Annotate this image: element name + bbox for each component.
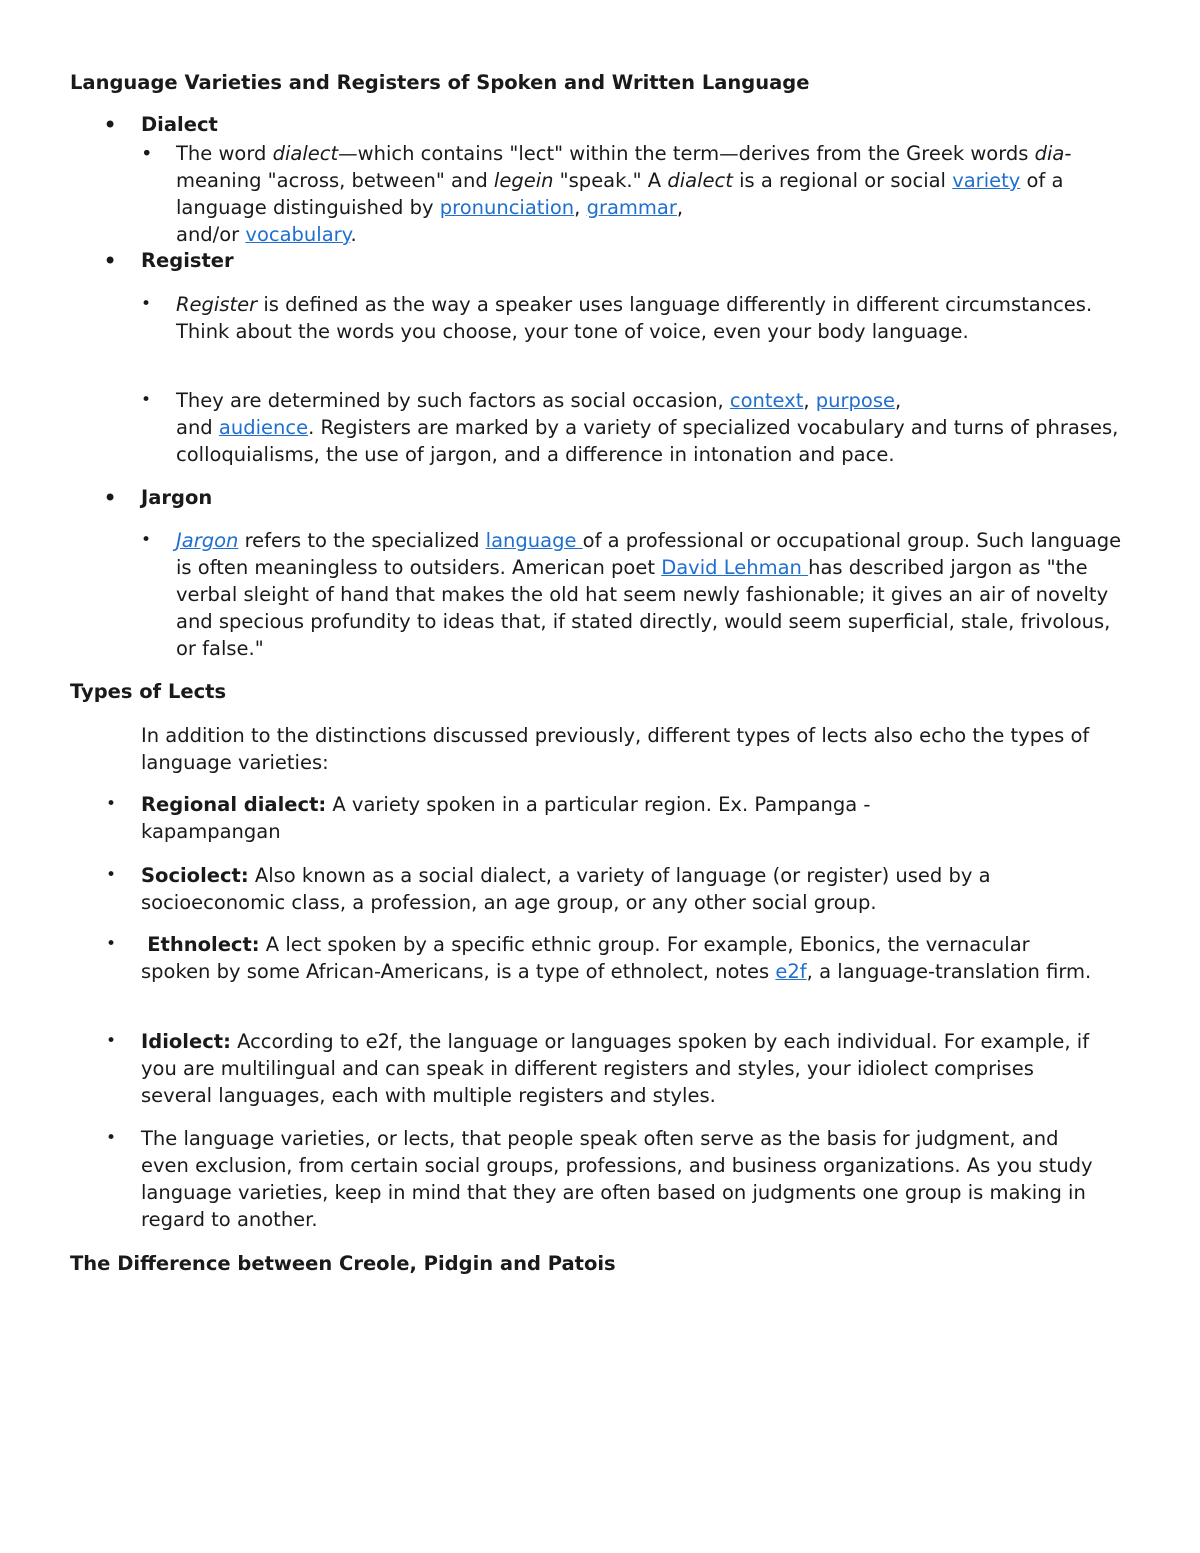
heading-register: Register (141, 249, 234, 272)
jargon-paragraph: Jargon refers to the specialized language of a professional or occupational group. Such language is often meaningless to outsiders. American poet David Lehman has described jargon as "the verbal sleight of hand that makes the old hat seem newly fashionable; it gives an air of novelty and specious profundity to ideas that, if stated directly, would seem superficial, stale, frivolous, or false." (176, 529, 1122, 660)
bullet: • (141, 530, 152, 550)
link-context[interactable]: context (729, 389, 804, 412)
bullet: • (141, 390, 152, 410)
link-e2f[interactable]: e2f (775, 960, 807, 983)
link-jargon[interactable]: Jargon (176, 529, 239, 552)
heading-creole-pidgin-patois: The Difference between Creole, Pidgin and Patois (70, 1252, 616, 1275)
ethnolect-item: Ethnolect: A lect spoken by a specific ethnic group. For example, Ebonics, the vernacular spoken by some African-Americans, is a type of ethnolect, notes e2f, a language-translation firm. (141, 933, 1092, 983)
link-grammar[interactable]: grammar (586, 196, 677, 219)
sociolect-item: Sociolect: Also known as a social dialect, a variety of language (or register) used by a socioeconomic class, a profession, an age group, or any other social group. (141, 864, 991, 914)
heading-types-of-lects: Types of Lects (70, 680, 227, 703)
bullet: • (141, 142, 153, 165)
link-david-lehman[interactable]: David Lehman (661, 556, 809, 579)
bullet: • (103, 484, 118, 512)
bullet: • (106, 794, 117, 814)
heading-jargon: Jargon (141, 486, 213, 509)
bullet: • (106, 1031, 117, 1051)
types-intro: In addition to the distinctions discussed previously, different types of lects also echo the types of language varieties: (141, 724, 1090, 774)
link-language[interactable]: language (485, 529, 583, 552)
bullet: • (106, 865, 117, 885)
bullet: • (141, 294, 152, 314)
link-variety[interactable]: variety (952, 169, 1021, 192)
page-title: Language Varieties and Registers of Spoken and Written Language (70, 71, 810, 94)
bullet: • (106, 1128, 117, 1148)
regional-dialect-item: Regional dialect: A variety spoken in a particular region. Ex. Pampanga - kapampangan (141, 793, 871, 843)
bullet: • (103, 247, 118, 275)
idiolect-item: Idiolect: According to e2f, the language or languages spoken by each individual. For example, if you are multilingual and can speak in different registers and styles, your idiolect comprises several languages, each with multiple registers and styles. (141, 1030, 1090, 1107)
link-pronunciation[interactable]: pronunciation (439, 196, 575, 219)
bullet: • (106, 934, 117, 954)
link-audience[interactable]: audience (218, 416, 309, 439)
link-vocabulary[interactable]: vocabulary (245, 223, 351, 246)
lects-closing-item: The language varieties, or lects, that people speak often serve as the basis for judgment, and even exclusion, from certain social groups, professions, and business organizations. As you study language varieties, keep in mind that they are often based on judgments one group is making in regard to another. (141, 1127, 1093, 1231)
dialect-paragraph: The word dialect—which contains "lect" within the term—derives from the Greek words dia- meaning "across, between" and legein "speak." A dialect is a regional or social variety of a language distinguished by pronunciation, grammar, and/or vocabulary. (176, 142, 1072, 246)
bullet: • (103, 111, 118, 139)
link-purpose[interactable]: purpose (815, 389, 895, 412)
register-paragraph-1: Register is defined as the way a speaker uses language differently in different circumstances. Think about the words you choose, your tone of voice, even your body language. (176, 293, 1093, 343)
register-paragraph-2: They are determined by such factors as social occasion, context, purpose, and audience. Registers are marked by a variety of specialized vocabulary and turns of phrases, colloquialisms, the use of jargon, and a difference in intonation and pace. (176, 389, 1119, 466)
heading-dialect: Dialect (141, 113, 218, 136)
